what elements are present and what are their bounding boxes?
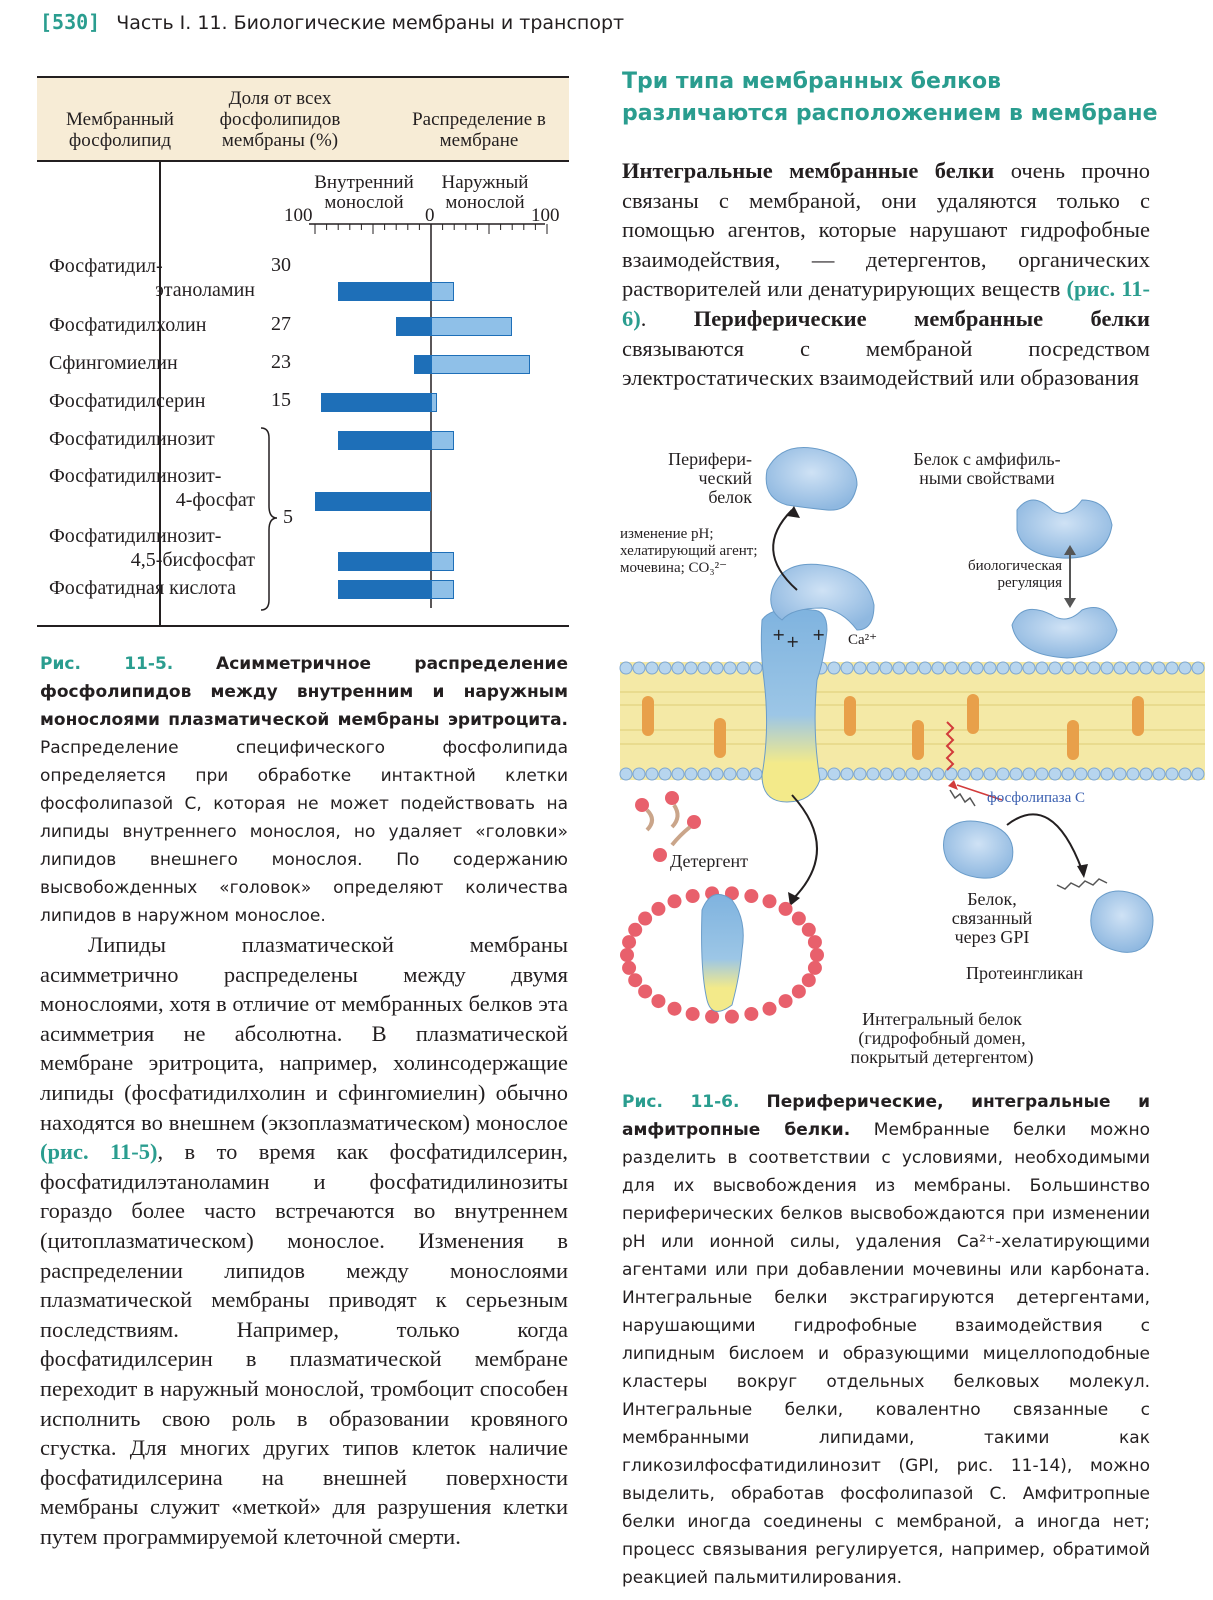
micelle-head [620,948,634,962]
lipid-head [672,768,684,780]
lipid-head [1036,768,1048,780]
lipid-head [1192,768,1204,780]
lipid-head [1088,768,1100,780]
release-conditions-label: изменение pH; хелатирующий агент; мочевина; CO₃²⁻ [620,526,758,576]
lipid-head [958,768,970,780]
integral-term: Интегральные мембранные белки [622,158,995,183]
lipid-head [620,768,632,780]
micelle-head [651,994,665,1008]
bar-inner-monolayer [338,580,431,599]
section-title [622,66,1182,130]
axis-outer-label: Наружный монослой [441,172,529,213]
right-body-text2: связываются с мембраной посредством электростатических взаимодействий или образования [622,335,1150,391]
lipid-head [880,768,892,780]
bar-inner-monolayer [338,431,431,450]
axis-inner-label: Внутренний монослой [314,172,414,213]
lipid-head [893,768,905,780]
fig5-title: Асимметричное распределение фосфолипидов между внутренним и наружным монослоями плазматической мембраны эритроцита. [40,654,568,730]
left-body-part2: , в то время как фосфатидилсерин, фосфатидилэтаноламин и фосфатидилинозиты гораздо более часто встречаются во внутреннем (цитоплазматическом) монослое. Изменения в распределении липидов между монослоями плазматической мембраны приводят к серьезным последствиям. Например, только когда фосфатидилсерин в плазматической мембране переходит в наружный монослой, тромбоцит способен исполнить свою роль в образовании кровяного сгустка. Для многих других типов клеток наличие фосфатидилсерина на внешней поверхности мембраны служит «меткой» для разрушения клетки путем программируемой клеточной смерти. [40,1139,569,1549]
lipid-head [997,768,1009,780]
lipid-head [1153,662,1165,674]
micelle-head [744,889,758,903]
phospholipase-c-label: фосфолипаза C [987,790,1085,806]
lipid-head [1088,662,1100,674]
tick-right: 100 [531,205,560,226]
tick-left: 100 [284,205,313,226]
col-header-lipid: Мембранный фосфолипид [66,109,174,151]
bar-outer-monolayer [431,431,454,450]
lipid-name-cont: 4-фосфат [175,489,255,511]
micelle-head [779,902,793,916]
lipid-head [932,768,944,780]
lipid-name: Фосфатидилинозит- [49,465,222,487]
micelle-head [638,984,652,998]
lipid-head [841,768,853,780]
lipid-head [1010,768,1022,780]
lipid-head [1062,768,1074,780]
lipid-head [841,662,853,674]
bar-inner-monolayer [396,317,431,336]
fig5-caption [40,650,568,930]
bar-inner-monolayer [338,552,431,571]
lipid-head [984,768,996,780]
peripheral-label: Перифери- ческий белок [668,449,752,507]
lipid-head [1023,768,1035,780]
lipid-head [958,662,970,674]
lipid-head [737,662,749,674]
section-title-line1: Три типа мембранных белков [622,69,1002,94]
lipid-head [711,662,723,674]
bar-outer-monolayer [431,282,454,301]
lipid-head [1114,662,1126,674]
section-title-line2: различаются расположением в мембране [622,101,1158,126]
lipid-name: Сфингомиелин [49,352,178,374]
micelle-head [638,912,652,926]
micelle-head [763,1002,777,1016]
lipid-head [1166,662,1178,674]
integral-protein-label: Интегральный белок (гидрофобный домен, покрытый детергентом) [850,1009,1034,1067]
lipid-head [1166,768,1178,780]
lipid-head [971,768,983,780]
lipid-head [893,662,905,674]
fig6-title: Периферические, интегральные и амфитропные белки. [622,1092,1150,1140]
lipid-head [1140,768,1152,780]
right-body-dot: . [640,305,694,331]
fig6-reference[interactable]: (рис. 11-6) [622,276,1150,331]
lipid-head [828,768,840,780]
lipid-head [659,768,671,780]
lipid-head [646,662,658,674]
lipid-head [1062,662,1074,674]
bar-inner-monolayer [414,355,431,374]
bar-outer-monolayer [431,355,530,374]
proteoglycan-label: Протеингликан [966,963,1084,983]
lipid-name: Фосфатидилхолин [49,314,207,336]
lipid-head [737,768,749,780]
lipid-head [1114,768,1126,780]
fig6-caption [622,1088,1150,1592]
lipid-percent: 30 [271,254,291,276]
svg-text:+: + [786,632,800,651]
right-body-paragraph [622,156,1150,393]
right-body-text1: очень прочно связаны с мембраной, они удаляются только с помощью агентов, которые нарушают гидрофобные взаимодействия, — детергентов, органических растворителей или денатурирующих веществ [622,158,1150,302]
lipid-head [698,662,710,674]
bar-inner-monolayer [338,282,431,301]
lipid-name: Фосфатидная кислота [49,577,237,599]
svg-text:+: + [772,625,786,644]
fig5-text: Распределение специфического фосфолипида определяется при обработке интактной клетки фосфолипазой C, которая не может подействовать на липиды внутреннего монослоя, но удаляет «головки» липидов внешнего монослоя. По содержанию высвобожденных «головок» определяют количества липидов в наружном монослое. [40,738,568,926]
fig6-text: Мембранные белки можно разделить в соответствии с условиями, необходимыми для их высвобождения из мембраны. Большинство периферических белков высвобождаются при изменении pH или ионной силы, удаления Ca²⁺-хелатирующими агентами или при добавлении мочевины или карбоната. Интегральные белки экстрагируются детергентами, нарушающими гидрофобные взаимодействия с липидным бислоем и образующими мицеллоподобные кластеры вокруг отдельных белковых молекул. Интегральные белки, ковалентно связанные с мембранными липидами, такими как гликозилфосфатидилинозит (GPI, рис. 11-14), можно выделить, обработав фосфолипазой C. Амфитропные белки иногда соединены с мембраной, а иногда нет; процесс связывания регулируется, например, обратимой реакцией пальмитилирования. [622,1120,1151,1588]
lipid-head [1010,662,1022,674]
tick-zero: 0 [425,205,435,226]
lipid-distribution-table [37,76,569,627]
lipid-head [1075,768,1087,780]
lipid-head [685,662,697,674]
calcium-label: Ca²⁺ [848,632,878,648]
lipid-head [659,662,671,674]
lipid-head [867,662,879,674]
micelle-head [792,912,806,926]
micelle-head [628,923,642,937]
lipid-head [945,662,957,674]
bar-outer-monolayer [431,317,512,336]
lipid-head [1140,662,1152,674]
running-title: Часть I. 11. Биологические мембраны и транспорт [116,12,625,34]
micelle-head [628,973,642,987]
fig6-label: Рис. 11-6. [622,1092,740,1112]
peripheral-term: Периферические мембранные белки [693,305,1150,331]
running-header [40,10,624,34]
micelle-head [810,948,824,962]
micelle-head [792,984,806,998]
bar-outer-monolayer [431,580,454,599]
micelle-head [808,935,822,949]
fig5-label: Рис. 11-5. [40,654,174,674]
lipid-head [1127,768,1139,780]
lipid-head [984,662,996,674]
lipid-percent: 15 [271,389,291,411]
svg-text:+: + [812,625,826,644]
lipid-head [828,662,840,674]
bar-outer-monolayer [431,552,454,571]
lipid-head [1101,768,1113,780]
micelle-head [802,973,816,987]
lipid-head [919,768,931,780]
lipid-head [672,662,684,674]
micelle-head [686,889,700,903]
col-header-percent: Доля от всех фосфолипидов мембраны (%) [219,88,341,151]
micelle-head [763,894,777,908]
lipid-head [685,768,697,780]
micelle-head [622,935,636,949]
lipid-name: Фосфатидилсерин [49,390,206,412]
lipid-head [633,768,645,780]
membrane-protein-figure [612,430,1212,1080]
bar-outer-monolayer [431,393,437,412]
bar-inner-monolayer [315,492,431,511]
gpi-protein-label: Белок, связанный через GPI [951,889,1033,947]
lipid-name: Фосфатидил- [49,255,163,277]
lipid-head [750,662,762,674]
micelle-head [651,902,665,916]
left-body-paragraph [40,930,568,1551]
lipid-head [646,768,658,780]
lipid-head [1023,662,1035,674]
lipid-name-cont: этаноламин [155,279,255,301]
page-number: [530] [40,10,101,34]
lipid-head [997,662,1009,674]
lipid-head [854,768,866,780]
lipid-head [711,768,723,780]
lipid-head [1153,768,1165,780]
amphitropic-label: Белок с амфифиль- ными свойствами [913,449,1061,488]
lipid-percent: 27 [271,313,291,335]
lipid-head [1049,768,1061,780]
lipid-head [880,662,892,674]
micelle-head [622,961,636,975]
lipid-head [854,662,866,674]
group-value: 5 [283,506,293,528]
lipid-head [1192,662,1204,674]
micelle-head [744,1007,758,1021]
lipid-head [971,662,983,674]
lipid-head [724,768,736,780]
lipid-head [724,662,736,674]
micelle-head [725,1010,739,1024]
lipid-name-cont: 4,5-бисфосфат [130,549,255,571]
col-header-distribution: Распределение в мембране [412,109,546,151]
detergent-label: Детергент [670,851,748,871]
fig5-reference[interactable]: (рис. 11-5) [40,1139,158,1165]
group-bracket [259,426,279,612]
bioregulation-label: биологическая регуляция [968,558,1062,591]
micelle-head [779,994,793,1008]
lipid-head [906,768,918,780]
lipid-head [1127,662,1139,674]
lipid-percent: 23 [271,351,291,373]
bar-inner-monolayer [321,393,431,412]
lipid-head [1179,768,1191,780]
lipid-head [906,662,918,674]
lipid-head [919,662,931,674]
lipid-head [867,768,879,780]
lipid-name: Фосфатидилинозит [49,428,215,450]
lipid-head [1049,662,1061,674]
lipid-head [1101,662,1113,674]
lipid-name: Фосфатидилинозит- [49,525,222,547]
micelle-head [668,894,682,908]
lipid-head [932,662,944,674]
lipid-head [1179,662,1191,674]
lipid-head [620,662,632,674]
micelle-head [802,923,816,937]
lipid-head [750,768,762,780]
left-body-part1: Липиды плазматической мембраны асимметрично распределены между двумя монослоями, хотя в отличие от мембранных белков эта асимметрия не абсолютна. В плазматической мембране эритроцита, например, холинсодержащие липиды (фосфатидилхолин и сфингомиелин) обычно находятся во внешнем (экзоплазматическом) монослое [40,932,568,1135]
lipid-head [633,662,645,674]
lipid-head [1036,662,1048,674]
micelle-head [686,1007,700,1021]
lipid-head [698,768,710,780]
micelle-head [808,961,822,975]
micelle-head [668,1002,682,1016]
lipid-head [1075,662,1087,674]
